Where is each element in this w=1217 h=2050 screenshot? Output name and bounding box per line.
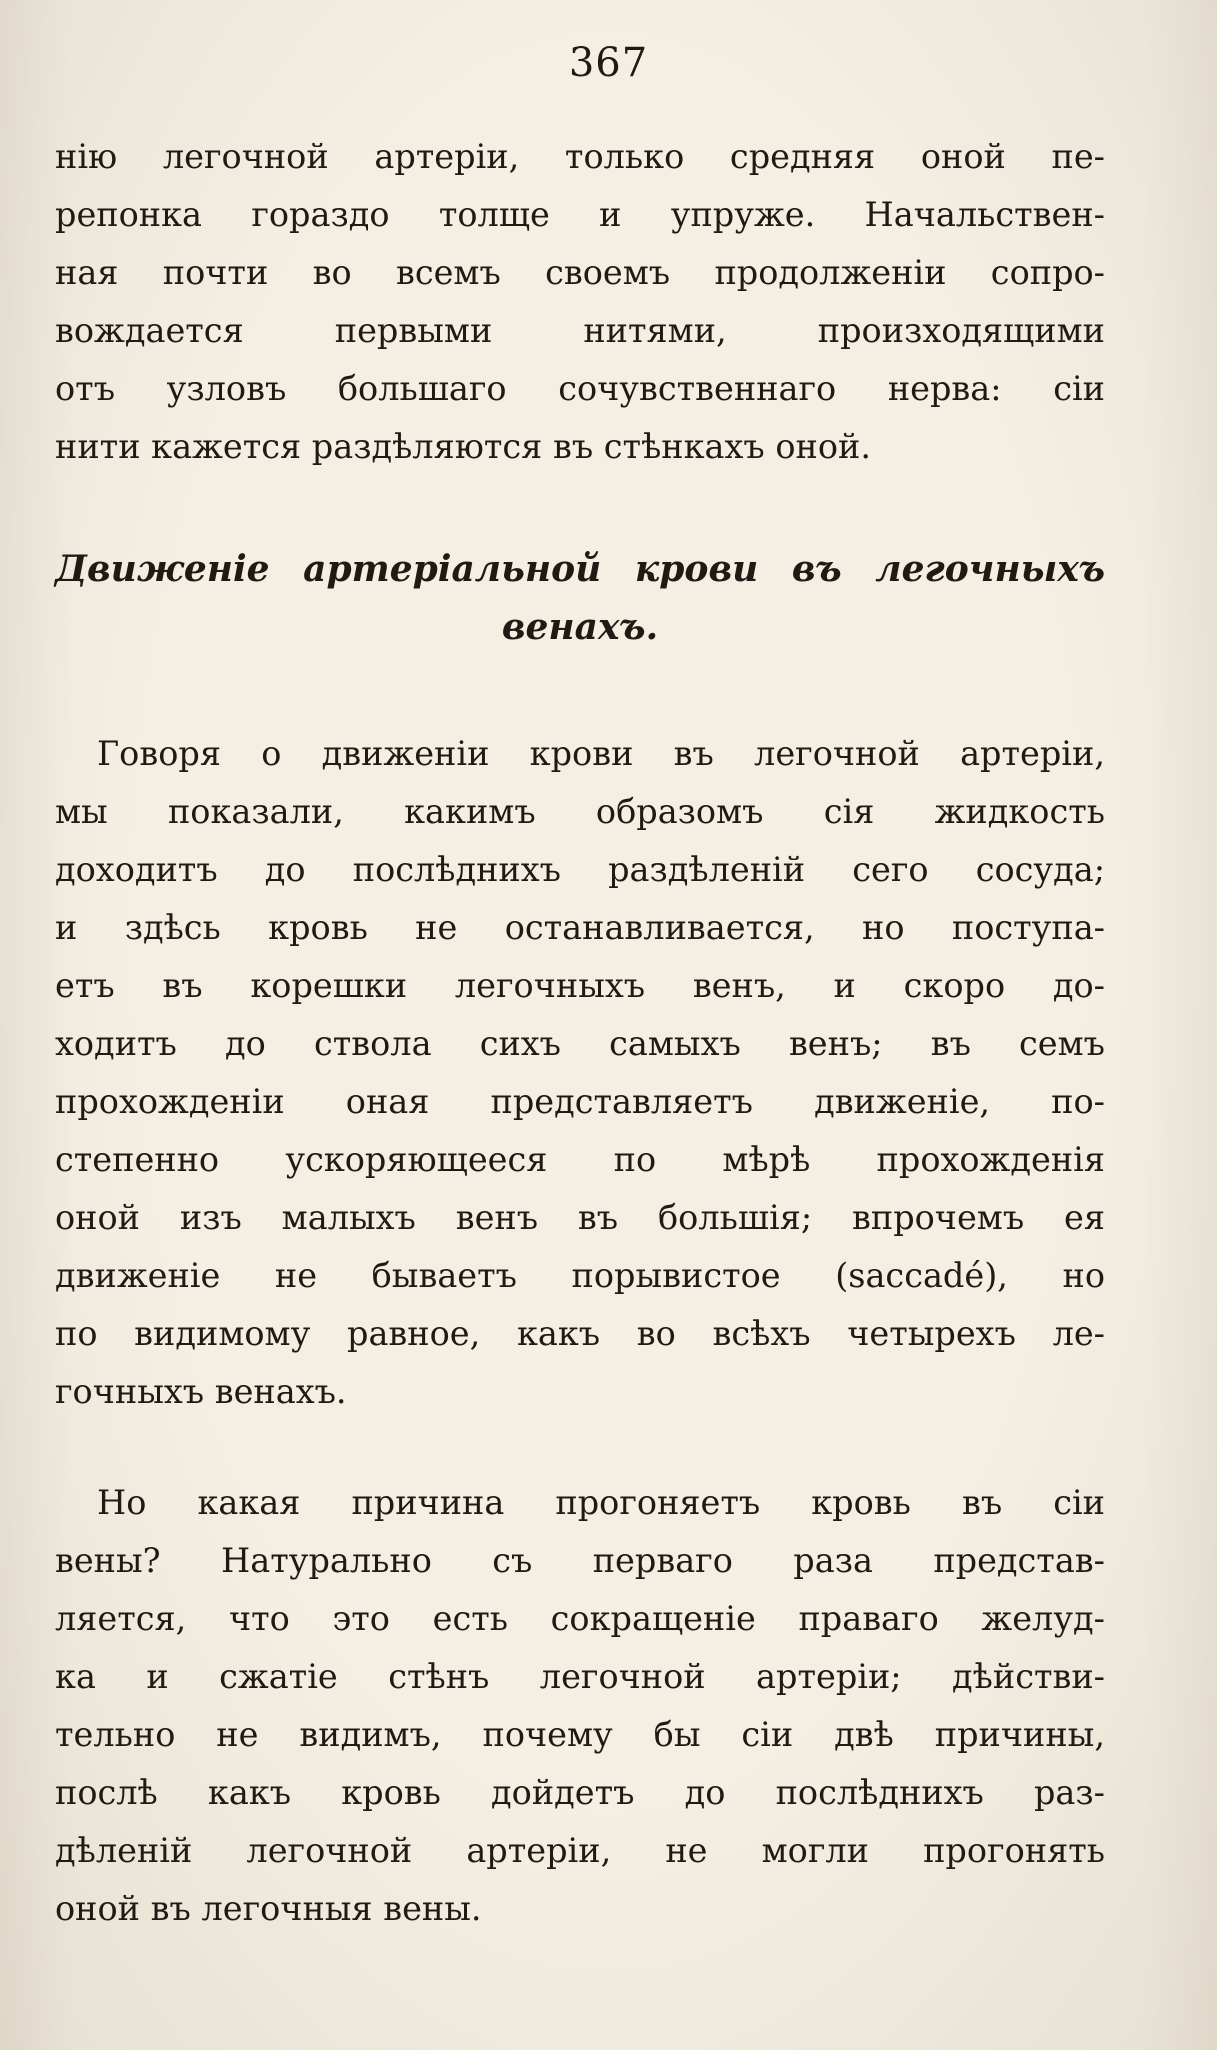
text-line: гочныхъ венахъ. <box>55 1372 347 1411</box>
section-heading <box>55 540 1105 656</box>
text-line: ляется, что это есть сокращеніе праваго желуд- <box>55 1599 1105 1638</box>
text-line: ка и сжатіе стѣнъ легочной артеріи; дѣйстви- <box>55 1657 1105 1696</box>
text-line: ходитъ до ствола сихъ самыхъ венъ; въ семъ <box>55 1024 1105 1063</box>
heading-line: Движеніе артеріальной крови въ легочныхъ <box>55 548 1105 590</box>
paragraph-cause <box>55 1474 1105 1938</box>
text-line: оной въ легочныя вены. <box>55 1889 482 1928</box>
text-line: вождается первыми нитями, произходящими <box>55 311 1105 350</box>
text-line: Говоря о движеніи крови въ легочной артеріи, <box>97 734 1105 773</box>
text-line: движеніе не бываетъ порывистое (saccadé), но <box>55 1256 1105 1295</box>
text-line: доходитъ до послѣднихъ раздѣленій сего сосуда; <box>55 850 1105 889</box>
text-line: степенно ускоряющееся по мѣрѣ прохожденія <box>55 1140 1105 1179</box>
text-line: етъ въ корешки легочныхъ венъ, и скоро до- <box>55 966 1105 1005</box>
text-line: вены? Натурально съ перваго раза представ- <box>55 1541 1105 1580</box>
paragraph-motion <box>55 725 1105 1421</box>
text-line: нити кажется раздѣляются въ стѣнкахъ оной. <box>55 427 872 466</box>
text-line: мы показали, какимъ образомъ сія жидкость <box>55 792 1105 831</box>
text-line: по видимому равное, какъ во всѣхъ четырехъ ле- <box>55 1314 1105 1353</box>
text-line: репонка гораздо толще и упруже. Начальствен- <box>55 195 1105 234</box>
text-line: Но какая причина прогоняетъ кровь въ сіи <box>97 1483 1105 1522</box>
paragraph-continuation <box>55 128 1105 476</box>
text-line: дѣленій легочной артеріи, не могли прогонять <box>55 1831 1105 1870</box>
text-line: ная почти во всемъ своемъ продолженіи сопро- <box>55 253 1105 292</box>
text-line: нію легочной артеріи, только средняя оной пе- <box>55 137 1105 176</box>
text-line: отъ узловъ большаго сочувственнаго нерва: сіи <box>55 369 1105 408</box>
text-line: послѣ какъ кровь дойдетъ до послѣднихъ раз- <box>55 1773 1105 1812</box>
text-line: и здѣсь кровь не останавливается, но поступа- <box>55 908 1105 947</box>
page-number: 367 <box>568 40 649 86</box>
text-line: оной изъ малыхъ венъ въ большія; впрочемъ ея <box>55 1198 1105 1237</box>
heading-line: венахъ. <box>501 606 659 648</box>
text-line: тельно не видимъ, почему бы сіи двѣ причины, <box>55 1715 1105 1754</box>
text-line: прохожденіи оная представляетъ движеніе, по- <box>55 1082 1105 1121</box>
